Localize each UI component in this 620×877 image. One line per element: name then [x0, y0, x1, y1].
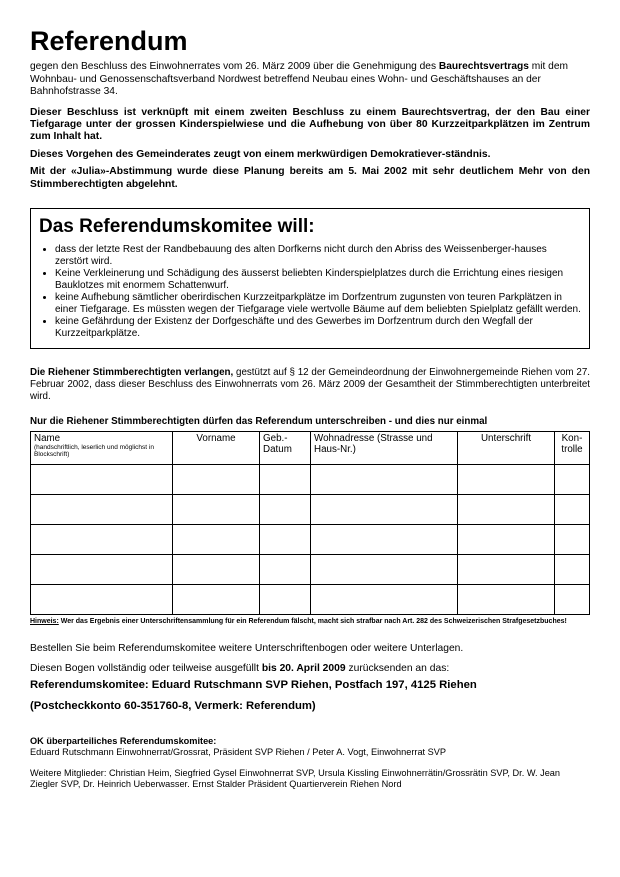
sign-notice: Nur die Riehener Stimmberechtigten dürfen das Referendum unterschreiben - und dies nur einmal — [30, 415, 488, 427]
postal-account: (Postcheckkonto 60-351760-8, Vermerk: Referendum) — [30, 699, 316, 712]
vorname-cell[interactable] — [173, 554, 260, 584]
control-cell — [555, 464, 590, 494]
address-cell[interactable] — [311, 524, 458, 554]
header-signature: Unterschrift — [458, 431, 555, 464]
referendum-sheet — [30, 26, 590, 791]
table-row — [31, 584, 590, 614]
vorname-cell[interactable] — [173, 464, 260, 494]
signature-table — [30, 431, 590, 615]
other-members: Weitere Mitglieder: Christian Heim, Siegfried Gysel Einwohnerrat SVP, Ursula Kissling Einwohnerrätin/Grossrätin SVP, Dr. W. Jean Ziegler SVP, Dr. Heinrich Ueberwasser. Ernst Stalder Präsident Quartierverein Riehen Nord — [30, 767, 561, 790]
intro-text-after: mit dem Wohnbau- und Genossenschaftsverband Nordwest betreffend Neubau eines Wohn- und Geschäftshauses an der Bahnhofstrasse 34. — [30, 61, 568, 97]
signature-cell[interactable] — [458, 464, 555, 494]
return-deadline: bis 20. April 2009 — [261, 663, 346, 675]
address-cell[interactable] — [311, 464, 458, 494]
hint-text: Wer das Ergebnis einer Unterschriftensammlung für ein Referendum fälscht, macht sich strafbar nach Art. 282 des Schweizerischen Strafgesetzbuches! — [58, 617, 567, 625]
committee-box — [30, 208, 590, 349]
table-row — [31, 554, 590, 584]
header-control: Kon-trolle — [555, 431, 590, 464]
committee-item: • Keine Verkleinerung und Schädigung des äusserst beliebten Kinderspielplatzes durch die Errichtung eines riesigen Bauklotzes mit enormem Schattenwurf. — [55, 268, 581, 292]
name-cell[interactable] — [31, 584, 173, 614]
table-row — [31, 494, 590, 524]
birthdate-cell[interactable] — [260, 494, 311, 524]
committee-item: • keine Aufhebung sämtlicher oberirdischen Kurzzeitparkplätze im Dorfzentrum zugunsten von teuren Parkplätzen in einer Tiefgarage. Es müssten wegen der Tiefgarage viele wertvolle Bäume auf dem beliebten Spielplatz gefällt werden. — [55, 292, 581, 316]
vorname-cell[interactable] — [173, 494, 260, 524]
birthdate-cell[interactable] — [260, 554, 311, 584]
demand-bold: Die Riehener Stimmberechtigten verlangen, — [30, 366, 234, 378]
birthdate-cell[interactable] — [260, 524, 311, 554]
legal-hint — [30, 617, 590, 626]
table-row — [31, 464, 590, 494]
intro-text-before: gegen den Beschluss des Einwohnerrates vom 26. März 2009 über die Genehmigung des — [30, 61, 439, 72]
name-cell[interactable] — [31, 494, 173, 524]
address-cell[interactable] — [311, 584, 458, 614]
vorname-cell[interactable] — [173, 584, 260, 614]
committee-item: • dass der letzte Rest der Randbebauung des alten Dorfkerns nicht durch den Abriss des Weissenberger-hauses zerstört wird. — [55, 244, 581, 268]
control-cell — [555, 584, 590, 614]
birthdate-cell[interactable] — [260, 584, 311, 614]
intro-bold: Baurechtsvertrags — [438, 61, 529, 72]
header-name-label: Name — [34, 432, 61, 444]
intro-paragraph — [30, 61, 590, 99]
hint-label: Hinweis: — [30, 617, 59, 625]
signature-cell[interactable] — [458, 584, 555, 614]
paragraph-julia-vote: Mit der «Julia»-Abstimmung wurde diese Planung bereits am 5. Mai 2002 mit sehr deutlichem Mehr von den Stimmberechtigten abgelehnt. — [30, 166, 590, 190]
address-cell[interactable] — [311, 494, 458, 524]
name-cell[interactable] — [31, 464, 173, 494]
header-address: Wohnadresse (Strasse und Haus-Nr.) — [311, 431, 458, 464]
committee-item: • keine Gefährdung der Existenz der Dorfgeschäfte und des Gewerbes im Dorfzentrum durch den Wegfall der Kurzzeitparkplätze. — [55, 316, 581, 340]
header-birthdate: Geb.-Datum — [260, 431, 311, 464]
paragraph-democracy: Dieses Vorgehen des Gemeinderates zeugt von einem merkwürdigen Demokratiever-ständnis. — [30, 148, 491, 160]
committee-address: Referendumskomitee: Eduard Rutschmann SVP Riehen, Postfach 197, 4125 Riehen — [30, 678, 477, 691]
birthdate-cell[interactable] — [260, 464, 311, 494]
control-cell — [555, 524, 590, 554]
return-paragraph — [30, 663, 590, 676]
demand-paragraph — [30, 367, 590, 403]
committee-heading: Das Referendumskomitee will: — [39, 215, 315, 237]
page-title: Referendum — [30, 26, 188, 56]
ok-president-line: Eduard Rutschmann Einwohnerrat/Grossrat, Präsident SVP Riehen / Peter A. Vogt, Einwohnerrat SVP — [30, 747, 447, 758]
signature-cell[interactable] — [458, 494, 555, 524]
paragraph-linked-decision: Dieser Beschluss ist verknüpft mit einem zweiten Beschluss zu einem Baurechtsvertrag, der den Bau einer Tiefgarage unter der grossen Kinderspielwiese und die Aufhebung von über 80 Kurzzeitparkplätzen im Zentrum zum Inhalt hat. — [30, 106, 590, 143]
table-header-row — [31, 431, 590, 464]
control-cell — [555, 554, 590, 584]
signature-cell[interactable] — [458, 554, 555, 584]
signature-cell[interactable] — [458, 524, 555, 554]
name-cell[interactable] — [31, 554, 173, 584]
control-cell — [555, 494, 590, 524]
return-text-before: Diesen Bogen vollständig oder teilweise ausgefüllt — [30, 663, 262, 675]
header-name-note: (handschriftlich, leserlich und möglichst in Blockschrift) — [34, 443, 154, 459]
header-vorname: Vorname — [173, 431, 260, 464]
demand-text: gestützt auf § 12 der Gemeindeordnung der Einwohnergemeinde Riehen vom 27. Februar 2002, dass dieser Beschluss des Einwohnerrats vom 26. März 2009 der Gesamtheit der Stimmberechtigten unterbreitet wird. — [30, 366, 590, 402]
order-text: Bestellen Sie beim Referendumskomitee weitere Unterschriftenbogen oder weitere Unterlagen. — [30, 642, 464, 654]
address-cell[interactable] — [311, 554, 458, 584]
committee-list — [39, 244, 581, 340]
signature-rows — [31, 464, 590, 614]
return-text-after: zurücksenden an das: — [345, 663, 450, 675]
table-row — [31, 524, 590, 554]
header-name — [31, 431, 173, 464]
name-cell[interactable] — [31, 524, 173, 554]
ok-heading: OK überparteiliches Referendumskomitee: — [30, 735, 217, 746]
vorname-cell[interactable] — [173, 524, 260, 554]
